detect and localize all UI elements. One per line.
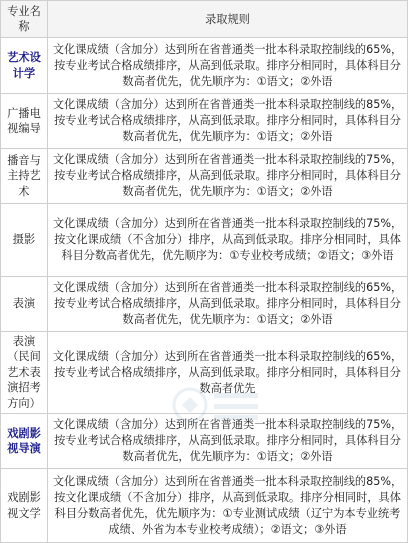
header-major: 专业名称 bbox=[1, 1, 48, 38]
rule-text: 文化课成绩（含加分）达到所在省普通类一批本科录取控制线的85%，按文化课成绩（不含加分）排序，从高到低录取。排序分相同时，具体科目分数高者优先，优先顺序为：①专业测试成绩（辽宁为本专业统考成绩、外省为本专业校考成绩）；②语文；③外语 bbox=[48, 469, 408, 543]
rule-text: 文化课成绩（含加分）达到所在省普通类一批本科录取控制线的75%，按文化课成绩（不含加分）排序，从高到低录取。排序分相同时，具体科目分数高者优先，优先顺序为：①专业校考成绩；②语文；③外语 bbox=[48, 204, 408, 277]
major-name: 广播电视编导 bbox=[1, 94, 48, 149]
major-name: 表演（民间艺术表演招考方向） bbox=[1, 332, 48, 414]
table-row bbox=[1, 204, 408, 277]
major-name: 摄影 bbox=[1, 204, 48, 277]
major-name-link[interactable]: 艺术设计学 bbox=[1, 38, 48, 94]
rule-text: 文化课成绩（含加分）达到所在省普通类一批本科录取控制线的65%，按专业考试合格成绩排序，从高到低录取。排序分相同时，具体科目分数高者优先 bbox=[48, 332, 408, 414]
major-name: 表演 bbox=[1, 277, 48, 332]
header-rule: 录取规则 bbox=[48, 1, 408, 38]
major-name-link[interactable]: 戏剧影视导演 bbox=[1, 414, 48, 469]
major-name: 播音与主持艺术 bbox=[1, 149, 48, 204]
table-row bbox=[1, 414, 408, 469]
table-row bbox=[1, 149, 408, 204]
rule-text: 文化课成绩（含加分）达到所在省普通类一批本科录取控制线的75%，按专业考试合格成绩排序，从高到低录取。排序分相同时，具体科目分数高者优先，优先顺序为：①语文；②外语 bbox=[48, 414, 408, 469]
rule-text: 文化课成绩（含加分）达到所在省普通类一批本科录取控制线的65%，按专业考试合格成绩排序，从高到低录取。排序分相同时，具体科目分数高者优先，优先顺序为：①语文；②外语 bbox=[48, 277, 408, 332]
table-header-row bbox=[1, 1, 408, 38]
table-row bbox=[1, 469, 408, 543]
major-name: 戏剧影视文学 bbox=[1, 469, 48, 543]
table-row bbox=[1, 94, 408, 149]
table-row bbox=[1, 38, 408, 94]
rule-text: 文化课成绩（含加分）达到所在省普通类一批本科录取控制线的85%，按专业考试合格成绩排序，从高到低录取。排序分相同时，具体科目分数高者优先，优先顺序为：①语文；②外语 bbox=[48, 94, 408, 149]
rule-text: 文化课成绩（含加分）达到所在省普通类一批本科录取控制线的65%，按专业考试合格成绩排序，从高到低录取。排序分相同时，具体科目分数高者优先，优先顺序为：①语文；②外语 bbox=[48, 38, 408, 94]
rule-text: 文化课成绩（含加分）达到所在省普通类一批本科录取控制线的75%，按专业考试合格成绩排序，从高到低录取。排序分相同时，具体科目分数高者优先，优先顺序为：①语文；②外语 bbox=[48, 149, 408, 204]
table-row bbox=[1, 332, 408, 414]
table-row bbox=[1, 277, 408, 332]
